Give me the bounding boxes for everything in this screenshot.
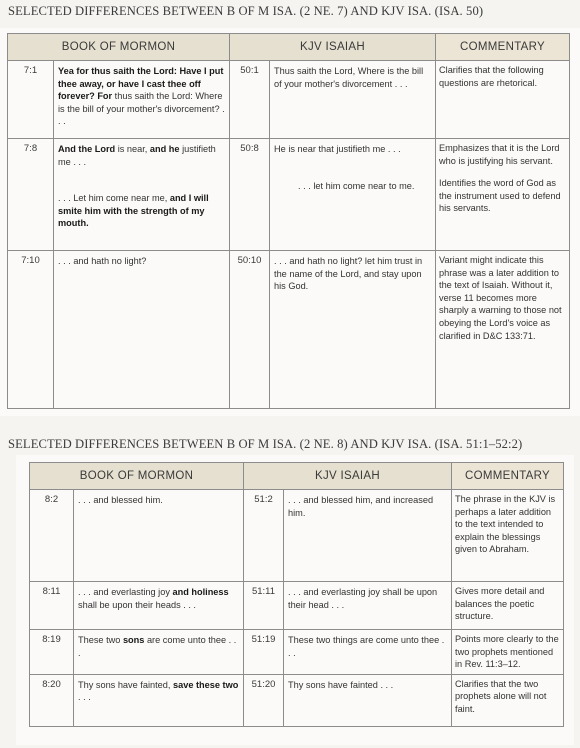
- table-row: [30, 674, 564, 726]
- bom-reference: 7:8: [8, 139, 54, 251]
- bom-passage: [58, 65, 225, 128]
- kjv-passage: These two things are come unto thee . . .: [288, 635, 445, 658]
- text-run: And the Lord: [58, 144, 116, 154]
- table1-title: SELECTED DIFFERENCES BETWEEN B OF M ISA. (2 NE. 7) AND KJV ISA. (ISA. 50): [8, 4, 484, 18]
- commentary-note: Variant might indicate this phrase was a later addition to the text of Isaiah. Without it, verse 11 becomes more sharply a warning to those not obeying the Lord's voice as clarified in D&C 133:71.: [439, 255, 562, 341]
- kjv-reference: 51:20: [244, 674, 284, 726]
- commentary: The phrase in the KJV is perhaps a later addition to the text intended to explain the blessings given to Abraham.: [452, 490, 564, 582]
- text-run: These two: [78, 635, 123, 645]
- table1-panel: [0, 28, 580, 416]
- commentary: [436, 139, 570, 251]
- table-row: [30, 630, 564, 675]
- text-run: Yea for thus saith the Lord: Have I put thee away, or have I cast thee off forever? For: [58, 66, 224, 102]
- commentary: Clarifies that the two prophets alone will not faint.: [452, 674, 564, 726]
- table2-header-row: [30, 463, 564, 490]
- kjv-passage: . . . and hath no light? let him trust in the name of the Lord, and stay upon his God.: [274, 256, 423, 292]
- text-run: . . .: [78, 692, 91, 703]
- kjv-passage: Thy sons have fainted . . .: [288, 679, 394, 690]
- commentary-note: Emphasizes that it is the Lord who is justifying his servant.: [439, 143, 560, 166]
- bom-passage: [58, 143, 225, 168]
- text-run: save these two: [173, 679, 239, 690]
- table1-header-bom: BOOK OF MORMON: [8, 34, 230, 61]
- table1-header-row: [8, 34, 570, 61]
- text-run: justifieth me . . .: [58, 144, 216, 167]
- text-run: . . . and everlasting joy: [78, 587, 173, 597]
- kjv-text: [284, 674, 452, 726]
- kjv-reference: 51:19: [244, 630, 284, 675]
- bom-passage: [58, 255, 225, 268]
- text-run: . . . and hath no light?: [58, 256, 147, 266]
- kjv-text: [270, 251, 436, 409]
- passage-gap: [274, 156, 431, 180]
- commentary-note: Identifies the word of God as the instrument used to defend his servants.: [439, 178, 561, 214]
- table2-header-commentary: COMMENTARY: [452, 463, 564, 490]
- commentary: [436, 251, 570, 409]
- table-row: [30, 582, 564, 630]
- text-run: Thy sons have fainted,: [78, 679, 173, 690]
- kjv-passage: . . . and blessed him, and increased him.: [288, 495, 434, 518]
- bom-reference: 8:20: [30, 674, 74, 726]
- bom-text: [54, 139, 230, 251]
- kjv-passage-2: . . . let him come near to me.: [298, 180, 415, 191]
- bom-text: [74, 674, 244, 726]
- kjv-text: [270, 61, 436, 139]
- text-run: thus saith the Lord: Where is the bill of your mother's divorcement? . . .: [58, 91, 225, 127]
- table-row: [30, 490, 564, 582]
- kjv-reference: 50:10: [230, 251, 270, 409]
- table2-header-kjv: KJV ISAIAH: [244, 463, 452, 490]
- text-run: and he: [149, 144, 180, 154]
- kjv-text: [284, 490, 452, 582]
- commentary: Points more clearly to the two prophets mentioned in Rev. 11:3–12.: [452, 630, 564, 675]
- bom-reference: 8:19: [30, 630, 74, 675]
- kjv-passage: . . . and everlasting joy shall be upon their head . . .: [288, 587, 438, 610]
- table2-header-bom: BOOK OF MORMON: [30, 463, 244, 490]
- bom-text: [74, 490, 244, 582]
- bom-passage: [78, 586, 239, 611]
- passage-gap: [58, 168, 225, 192]
- bom-text: [54, 251, 230, 409]
- text-run: . . . Let him come near me,: [58, 193, 170, 204]
- kjv-text: [270, 139, 436, 251]
- text-run: . . . and blessed him.: [78, 495, 163, 505]
- bom-passage: [78, 634, 239, 659]
- commentary-note: Clarifies that the following questions are rhetorical.: [439, 65, 544, 88]
- bom-passage: [78, 679, 239, 704]
- table2: [29, 462, 564, 727]
- text-run: and I will smite him with the strength of my mouth.: [58, 193, 209, 229]
- bom-text: [54, 61, 230, 139]
- text-run: are come unto thee . . .: [78, 635, 237, 658]
- bom-passage-2: [58, 192, 225, 230]
- bom-reference: 8:11: [30, 582, 74, 630]
- kjv-reference: 51:11: [244, 582, 284, 630]
- kjv-passage: He is near that justifieth me . . .: [274, 144, 401, 154]
- table1: [7, 33, 570, 409]
- bom-reference: 7:1: [8, 61, 54, 139]
- table-row: [8, 61, 570, 139]
- bom-passage: [78, 494, 239, 507]
- commentary: [436, 61, 570, 139]
- text-run: and holiness: [172, 587, 229, 597]
- bom-reference: 7:10: [8, 251, 54, 409]
- text-run: is near,: [115, 144, 150, 154]
- bom-reference: 8:2: [30, 490, 74, 582]
- kjv-passage: Thus saith the Lord, Where is the bill of your mother's divorcement . . .: [274, 66, 424, 89]
- table2-title: SELECTED DIFFERENCES BETWEEN B OF M ISA. (2 NE. 8) AND KJV ISA. (ISA. 51:1–52:2): [8, 437, 523, 451]
- table-row: [8, 251, 570, 409]
- text-run: shall be upon their heads . . .: [78, 599, 196, 610]
- table2-panel: [16, 455, 574, 745]
- table1-header-kjv: KJV ISAIAH: [230, 34, 436, 61]
- table1-header-commentary: COMMENTARY: [436, 34, 570, 61]
- bom-text: [74, 582, 244, 630]
- kjv-text: [284, 582, 452, 630]
- kjv-text: [284, 630, 452, 675]
- kjv-reference: 51:2: [244, 490, 284, 582]
- text-run: sons: [122, 635, 145, 645]
- table-row: [8, 139, 570, 251]
- kjv-reference: 50:1: [230, 61, 270, 139]
- commentary: Gives more detail and balances the poetic structure.: [452, 582, 564, 630]
- bom-text: [74, 630, 244, 675]
- kjv-reference: 50:8: [230, 139, 270, 251]
